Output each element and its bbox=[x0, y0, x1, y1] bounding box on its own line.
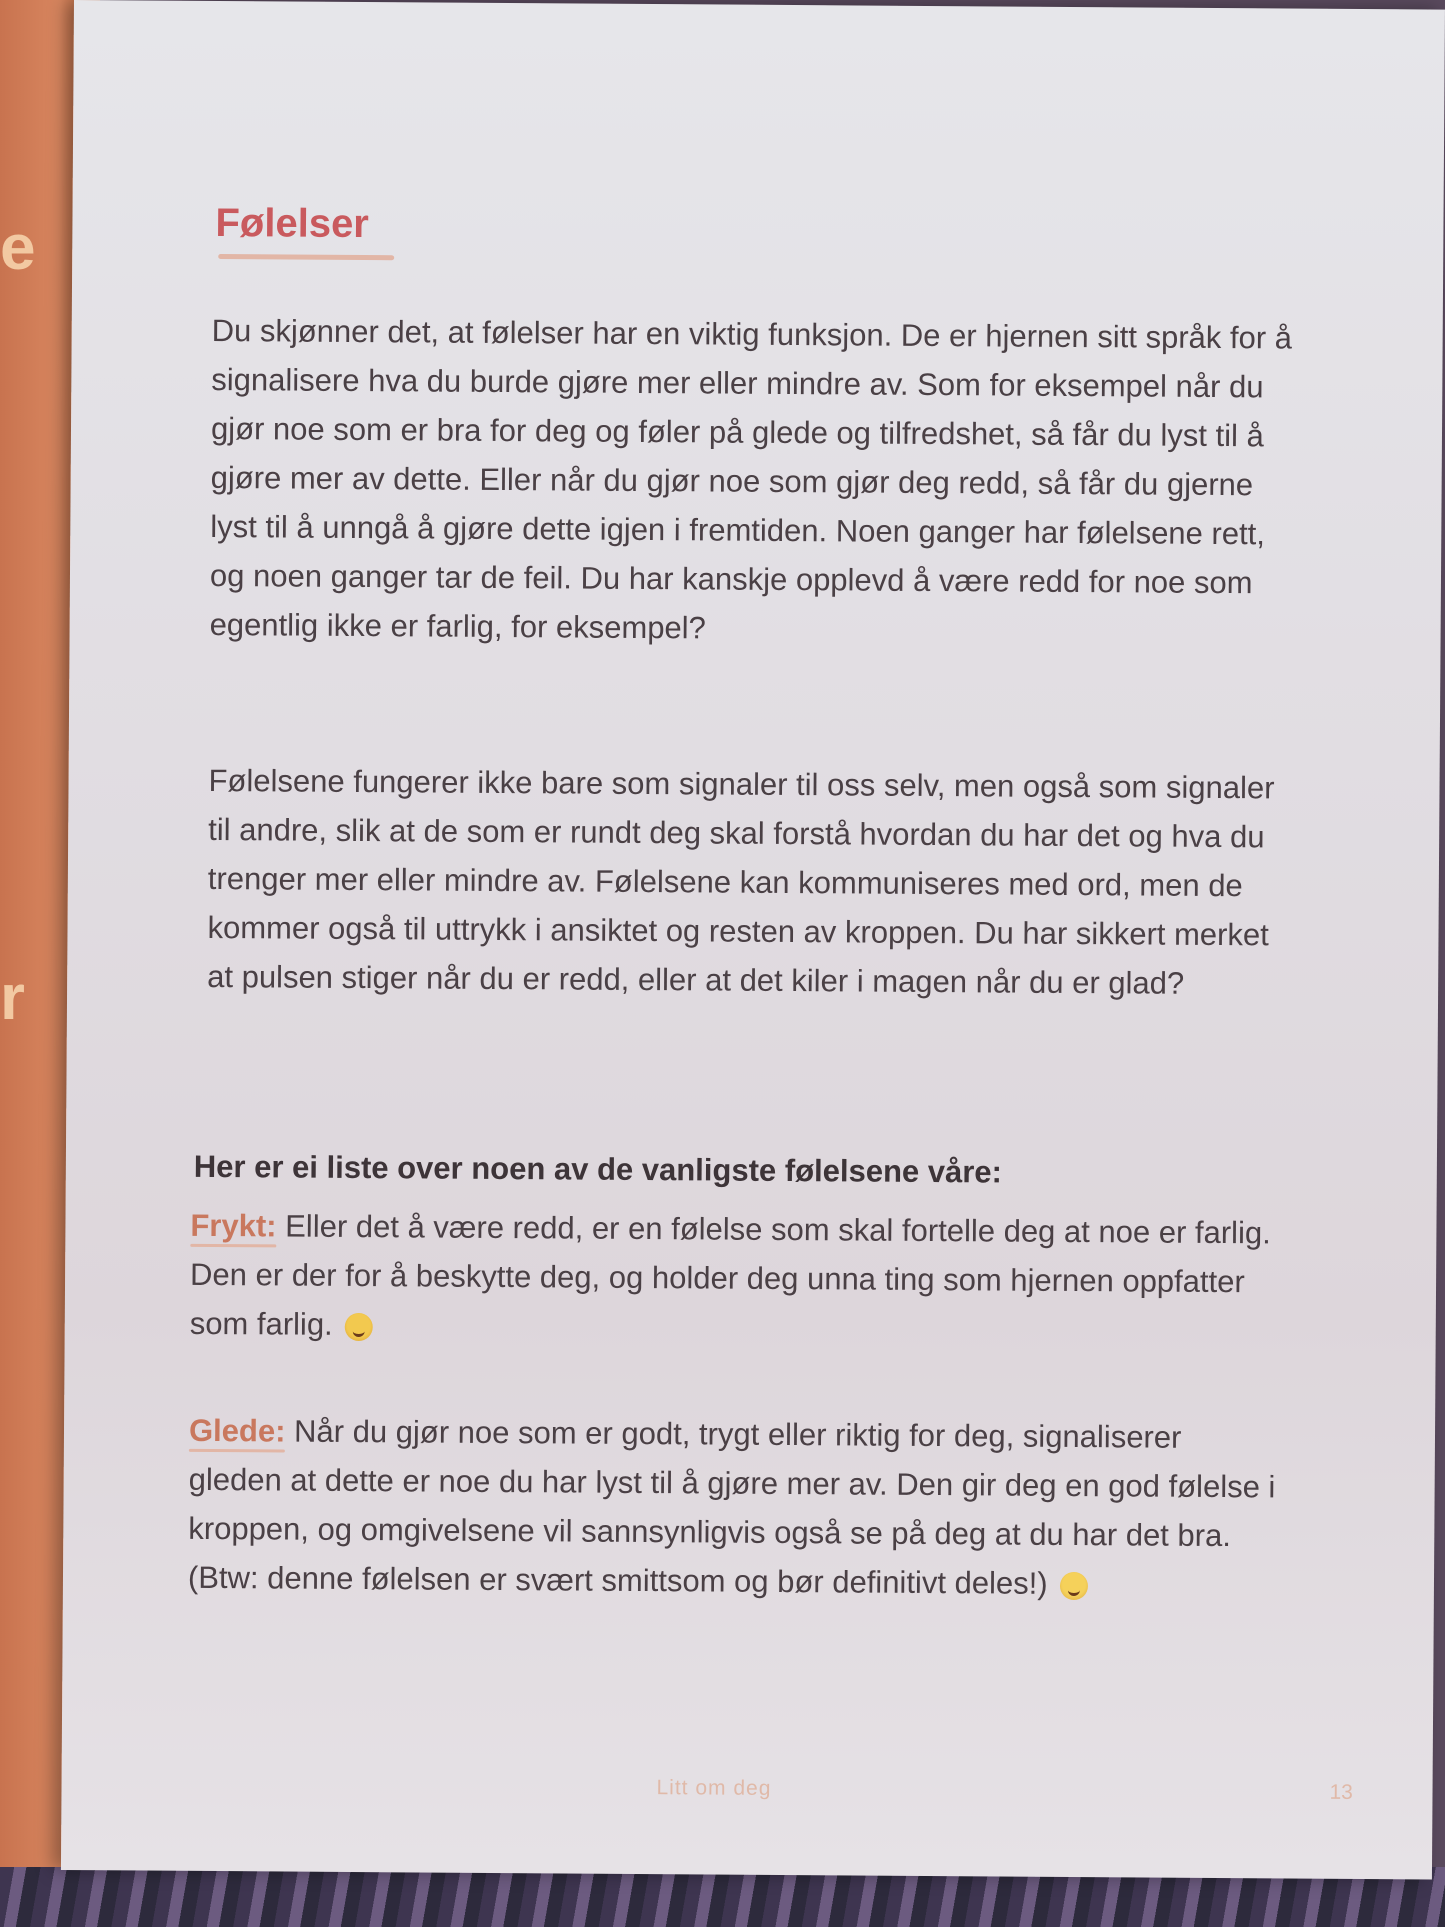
book-page bbox=[61, 0, 1445, 1880]
paragraph-intro: Du skjønner det, at følelser har en viktig funksjon. De er hjernen sitt språk for å signalisere hva du burde gjøre mer eller mindre av. Som for eksempel når du gjør noe som er bra for deg og føler på glede og tilfredshet, så får du lyst til å gjøre mer av dette. Eller når du gjør noe som gjør deg redd, så får du gjerne lyst til å unngå å gjøre dette igjen i fremtiden. Noen ganger har følelsene rett, og noen ganger tar de feil. Du har kanskje opplevd å være redd for noe som egentlig ikke er farlig, for eksempel? bbox=[209, 312, 1293, 646]
term-fear-label: Frykt: bbox=[190, 1207, 277, 1244]
item-joy-text: Når du gjør noe som er godt, trygt eller riktig for deg, signaliserer gleden at dette er noe du har lyst til å gjøre mer av. Den gir deg en god følelse i kroppen, og omgivelsene vil sannsynligvis også se på deg at du har det bra. (Btw: denne følelsen er svært smittsom og bør definitivt deles!) bbox=[187, 1413, 1276, 1601]
cover-letter-e: e bbox=[0, 211, 36, 283]
running-footer: Litt om deg bbox=[656, 1776, 772, 1800]
section-title: Følelser bbox=[215, 200, 370, 247]
item-fear-text: Eller det å være redd, er en følelse som skal fortelle deg at noe er farlig. Den er der for å beskytte deg, og holder deg unna ting som hjernen oppfatter som farlig. bbox=[189, 1208, 1271, 1342]
title-underline bbox=[218, 254, 394, 260]
term-joy-label: Glede: bbox=[188, 1412, 286, 1449]
list-item-joy bbox=[188, 1406, 1279, 1610]
grinning-face-icon bbox=[1060, 1572, 1088, 1600]
paragraph-signals: Følelsene fungerer ikke bare som signaler til oss selv, men også som signaler til andre, slik at de som er rundt deg skal forstå hvordan du har det og hva du trenger mer eller mindre av. Følelsene kan kommuniseres med ord, men de kommer også til uttrykk i ansiktet og resten av kroppen. Du har sikkert merket at pulsen stiger når du er redd, eller at det kiler i magen når du er glad? bbox=[207, 762, 1275, 1001]
list-item-fear bbox=[190, 1201, 1281, 1356]
cover-letter-r: r bbox=[0, 961, 25, 1033]
term-joy bbox=[189, 1413, 286, 1449]
page-number: 13 bbox=[1329, 1780, 1353, 1804]
term-underline bbox=[190, 1244, 276, 1248]
term-underline bbox=[189, 1449, 285, 1453]
list-heading: Her er ei liste over noen av de vanligste følelsene våre: bbox=[193, 1148, 1003, 1190]
fearful-face-icon bbox=[345, 1313, 373, 1341]
term-fear bbox=[190, 1208, 276, 1244]
